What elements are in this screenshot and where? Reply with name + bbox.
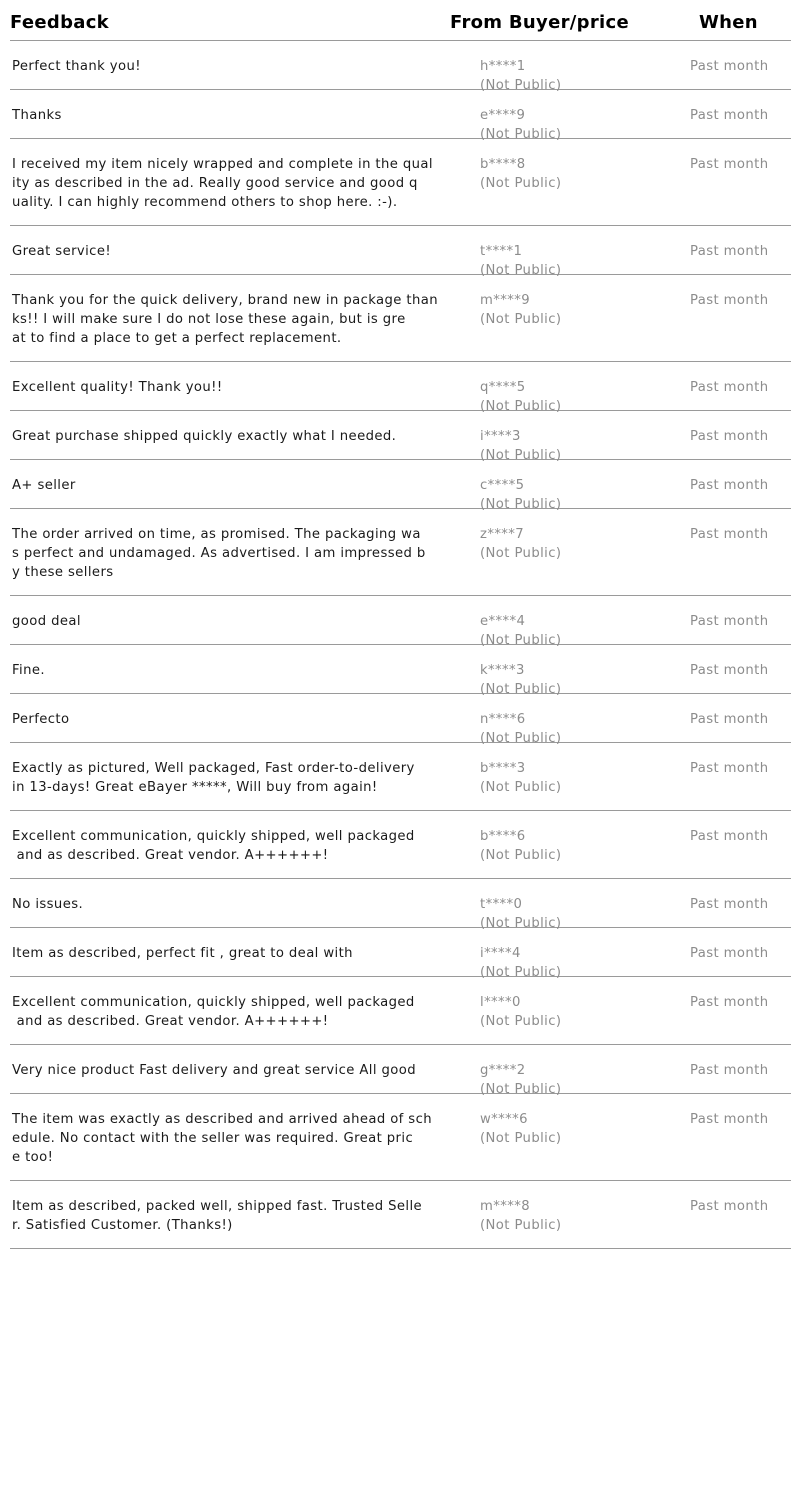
- buyer-cell: [480, 525, 561, 563]
- table-row: [10, 743, 791, 811]
- buyer-name: g****2: [480, 1063, 526, 1078]
- table-row: [10, 275, 791, 362]
- feedback-comment: Item as described, packed well, shipped fast. Trusted Selle r. Satisfied Customer. (Thanks!): [12, 1199, 423, 1233]
- buyer-privacy-note: (Not Public): [480, 1218, 562, 1233]
- buyer-privacy-note: (Not Public): [480, 78, 562, 93]
- buyer-name: h****1: [480, 59, 526, 74]
- feedback-when: Past month: [690, 995, 769, 1010]
- buyer-name: q****5: [480, 380, 526, 395]
- buyer-name: b****6: [480, 829, 526, 844]
- table-row: [10, 509, 791, 596]
- feedback-comment: The order arrived on time, as promised. The packaging wa s perfect and undamaged. As advertised. I am impressed b y these sellers: [12, 527, 426, 580]
- feedback-when: Past month: [690, 244, 769, 259]
- buyer-name: m****8: [480, 1199, 531, 1214]
- feedback-when: Past month: [690, 478, 769, 493]
- buyer-name: t****1: [480, 244, 523, 259]
- buyer-name: e****9: [480, 108, 526, 123]
- buyer-name: i****3: [480, 429, 521, 444]
- feedback-when: Past month: [690, 429, 769, 444]
- feedback-when: Past month: [690, 614, 769, 629]
- feedback-when: Past month: [690, 59, 769, 74]
- feedback-comment: No issues.: [12, 897, 84, 912]
- feedback-when: Past month: [690, 897, 769, 912]
- buyer-privacy-note: (Not Public): [480, 312, 562, 327]
- buyer-cell: [480, 827, 561, 865]
- buyer-privacy-note: (Not Public): [480, 399, 562, 414]
- buyer-privacy-note: (Not Public): [480, 546, 562, 561]
- buyer-name: e****4: [480, 614, 526, 629]
- feedback-when: Past month: [690, 1063, 769, 1078]
- buyer-privacy-note: (Not Public): [480, 916, 562, 931]
- feedback-comment: Perfecto: [12, 712, 70, 727]
- table-row: [10, 90, 791, 142]
- table-row: [10, 1045, 791, 1097]
- feedback-comment: Thank you for the quick delivery, brand new in package than ks!! I will make sure I do not lose these again, but is gre at to find a place to get a perfect replacement.: [12, 293, 438, 346]
- buyer-name: k****3: [480, 663, 525, 678]
- buyer-privacy-note: (Not Public): [480, 682, 562, 697]
- feedback-comment: Great service!: [12, 244, 112, 259]
- feedback-when: Past month: [690, 380, 769, 395]
- table-row: [10, 879, 791, 931]
- feedback-when: Past month: [690, 293, 769, 308]
- buyer-cell: [480, 155, 561, 193]
- feedback-column-header[interactable]: Feedback: [10, 12, 109, 33]
- buyer-name: i****4: [480, 946, 521, 961]
- feedback-when: Past month: [690, 761, 769, 776]
- feedback-when: Past month: [690, 1199, 769, 1214]
- table-row: [10, 1094, 791, 1181]
- buyer-cell: [480, 759, 561, 797]
- buyer-privacy-note: (Not Public): [480, 1014, 562, 1029]
- buyer-name: c****5: [480, 478, 525, 493]
- table-row: [10, 694, 791, 746]
- buyer-privacy-note: (Not Public): [480, 780, 562, 795]
- buyer-cell: [480, 291, 561, 329]
- buyer-privacy-note: (Not Public): [480, 1082, 562, 1097]
- table-row: [10, 139, 791, 226]
- feedback-comment: Item as described, perfect fit , great to deal with: [12, 946, 353, 961]
- table-header: [10, 0, 791, 41]
- table-row: [10, 645, 791, 697]
- table-row: [10, 460, 791, 512]
- feedback-when: Past month: [690, 527, 769, 542]
- feedback-comment: Perfect thank you!: [12, 59, 141, 74]
- table-row: [10, 226, 791, 278]
- feedback-comment: The item was exactly as described and arrived ahead of sch edule. No contact with the seller was required. Great pric e too!: [12, 1112, 432, 1165]
- buyer-privacy-note: (Not Public): [480, 731, 562, 746]
- feedback-comment: good deal: [12, 614, 81, 629]
- feedback-comment: Great purchase shipped quickly exactly what I needed.: [12, 429, 397, 444]
- buyer-privacy-note: (Not Public): [480, 848, 562, 863]
- feedback-table: [10, 0, 791, 1249]
- table-row: [10, 811, 791, 879]
- when-column-header[interactable]: When: [699, 12, 758, 33]
- feedback-rows: [10, 41, 791, 1249]
- buyer-name: b****8: [480, 157, 526, 172]
- buyer-name: z****7: [480, 527, 525, 542]
- feedback-when: Past month: [690, 712, 769, 727]
- buyer-cell: [480, 993, 561, 1031]
- feedback-when: Past month: [690, 108, 769, 123]
- table-row: [10, 411, 791, 463]
- feedback-when: Past month: [690, 157, 769, 172]
- feedback-when: Past month: [690, 946, 769, 961]
- buyer-name: w****6: [480, 1112, 528, 1127]
- buyer-privacy-note: (Not Public): [480, 263, 562, 278]
- table-row: [10, 977, 791, 1045]
- buyer-name: l****0: [480, 995, 521, 1010]
- feedback-when: Past month: [690, 1112, 769, 1127]
- buyer-name: m****9: [480, 293, 531, 308]
- table-row: [10, 928, 791, 980]
- buyer-privacy-note: (Not Public): [480, 127, 562, 142]
- feedback-comment: Exactly as pictured, Well packaged, Fast order-to-delivery in 13-days! Great eBayer *****, Will buy from again!: [12, 761, 415, 795]
- buyer-name: n****6: [480, 712, 526, 727]
- buyer-privacy-note: (Not Public): [480, 1131, 562, 1146]
- buyer-privacy-note: (Not Public): [480, 448, 562, 463]
- feedback-comment: Thanks: [12, 108, 62, 123]
- feedback-when: Past month: [690, 829, 769, 844]
- table-row: [10, 596, 791, 648]
- feedback-comment: Very nice product Fast delivery and great service All good: [12, 1063, 416, 1078]
- buyer-name: b****3: [480, 761, 526, 776]
- from-buyer-price-column-header[interactable]: From Buyer/price: [450, 12, 629, 33]
- table-row: [10, 362, 791, 414]
- feedback-comment: Excellent quality! Thank you!!: [12, 380, 223, 395]
- feedback-comment: Fine.: [12, 663, 45, 678]
- buyer-privacy-note: (Not Public): [480, 176, 562, 191]
- feedback-comment: Excellent communication, quickly shipped, well packaged and as described. Great vendor. A++++++!: [12, 995, 415, 1029]
- buyer-cell: [480, 1197, 561, 1235]
- feedback-when: Past month: [690, 663, 769, 678]
- table-row: [10, 1181, 791, 1249]
- buyer-name: t****0: [480, 897, 523, 912]
- table-row: [10, 41, 791, 93]
- feedback-comment: A+ seller: [12, 478, 76, 493]
- buyer-cell: [480, 1110, 561, 1148]
- buyer-privacy-note: (Not Public): [480, 497, 562, 512]
- feedback-comment: Excellent communication, quickly shipped, well packaged and as described. Great vendor. A++++++!: [12, 829, 415, 863]
- buyer-privacy-note: (Not Public): [480, 965, 562, 980]
- feedback-comment: I received my item nicely wrapped and complete in the qual ity as described in the ad. Really good service and good q uality. I can highly recommend others to shop here. :-).: [12, 157, 433, 210]
- buyer-privacy-note: (Not Public): [480, 633, 562, 648]
